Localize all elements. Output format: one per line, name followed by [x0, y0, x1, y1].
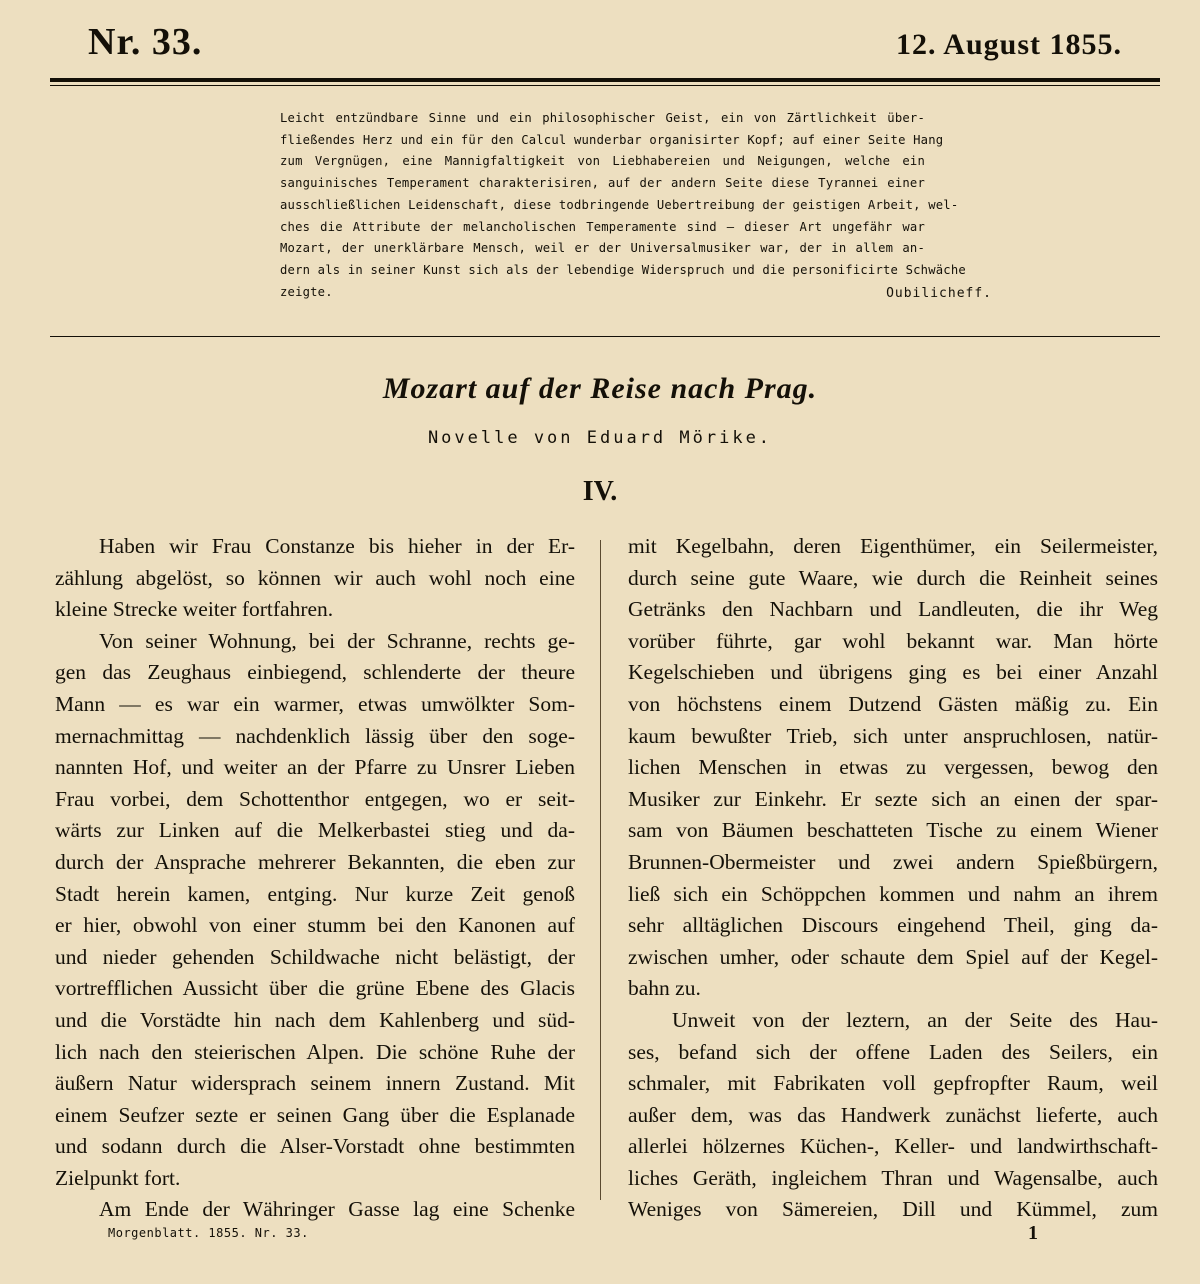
epigraph-signature: Oubilicheff.	[886, 286, 992, 301]
text-line: lichen Menschen in etwas zu vergessen, bewog den	[628, 755, 1158, 780]
text-line: lich nach den steierischen Alpen. Die schöne Ruhe der	[55, 1039, 575, 1064]
text-line: Getränks den Nachbarn und Landleuten, die ihr Weg	[628, 597, 1158, 622]
text-line: sam von Bäumen beschatteten Tische zu einem Wiener	[628, 818, 1158, 843]
text-line: kaum bewußter Trieb, sich unter anspruchlosen, natür-	[628, 723, 1158, 748]
paragraph	[628, 531, 1158, 1005]
text-line: mernachmittag — nachdenklich lässig über den soge-	[55, 723, 575, 748]
text-line: kleine Strecke weiter fortfahren.	[55, 597, 334, 622]
text-line: Unweit von der leztern, an der Seite des Hau-	[672, 1007, 1158, 1032]
left-column	[55, 531, 575, 1226]
text-line: Mann — es war ein warmer, etwas umwölkter Som-	[55, 691, 575, 716]
epigraph-line: sanguinisches Temperament charakterisiren, auf der andern Seite diese Tyrannei einer	[280, 176, 925, 191]
text-line: wärts zur Linken auf die Melkerbastei stieg und da-	[55, 818, 575, 843]
text-line: außer dem, was das Handwerk zunächst lieferte, auch	[628, 1102, 1158, 1127]
paragraph	[55, 626, 575, 1195]
text-line: Frau vorbei, dem Schottenthor entgegen, wo er seit-	[55, 786, 575, 811]
text-line: vorüber führte, gar wohl bekannt war. Man hörte	[628, 628, 1158, 653]
text-line: vortrefflichen Aussicht über die grüne Ebene des Glacis	[55, 976, 575, 1001]
text-line: nannten Hof, und weiter an der Pfarre zu Unsrer Lieben	[55, 755, 575, 780]
epigraph-line: Mozart, der unerklärbare Mensch, weil er der Universalmusiker war, der in allem an-	[280, 241, 925, 256]
text-line: Brunnen-Obermeister und zwei andern Spießbürgern,	[628, 849, 1158, 874]
footer-imprint: Morgenblatt. 1855. Nr. 33.	[108, 1226, 309, 1240]
text-line: Am Ende der Währinger Gasse lag eine Schenke	[99, 1197, 575, 1222]
text-line: und nieder gehenden Schildwache nicht belästigt, der	[55, 944, 575, 969]
masthead-rule-thick	[50, 78, 1160, 82]
text-line: Stadt herein kamen, entging. Nur kurze Zeit genoß	[55, 881, 575, 906]
epigraph-line: Leicht entzündbare Sinne und ein philosophischer Geist, ein von Zärtlichkeit über-	[280, 111, 925, 125]
issue-date: 12. August 1855.	[895, 28, 1122, 61]
text-line: schmaler, mit Fabrikaten voll gepfropfter Raum, weil	[628, 1071, 1158, 1096]
paragraph	[55, 1194, 575, 1226]
text-line: durch der Ansprache mehrerer Bekannten, die eben zur	[55, 849, 575, 874]
text-line: und die Vorstädte hin nach dem Kahlenberg und süd-	[55, 1007, 575, 1032]
text-line: gen das Zeughaus einbiegend, schlenderte der theure	[55, 660, 575, 685]
right-column	[628, 531, 1158, 1226]
text-line: durch seine gute Waare, wie durch die Reinheit seines	[628, 565, 1158, 590]
epigraph-line: dern als in seiner Kunst sich als der lebendige Widerspruch und die personificirte Schwäche	[280, 262, 966, 277]
epigraph-line: ches die Attribute der melancholischen Temperamente sind — dieser Art ungefähr war	[280, 219, 925, 234]
text-line: er hier, obwohl von einer stumm bei den Kanonen auf	[55, 913, 575, 938]
masthead-rule-thin	[50, 85, 1160, 86]
text-line: einem Seufzer sezte er seinen Gang über die Esplanade	[55, 1102, 575, 1127]
text-line: allerlei hölzernes Küchen-, Keller- und landwirthschaft-	[628, 1134, 1158, 1159]
text-line: Zielpunkt fort.	[55, 1165, 181, 1190]
text-line: Musiker zur Einkehr. Er sezte sich an einen der spar-	[628, 786, 1158, 811]
epigraph-line: zeigte.	[280, 284, 333, 299]
chapter-number: IV.	[582, 476, 618, 507]
column-divider	[600, 540, 601, 1200]
text-line: zählung abgelöst, so können wir auch wohl noch eine	[55, 565, 575, 590]
paragraph	[628, 1005, 1158, 1226]
paragraph	[55, 531, 575, 626]
text-line: mit Kegelbahn, deren Eigenthümer, ein Seilermeister,	[628, 534, 1158, 558]
article-title: Mozart auf der Reise nach Prag.	[382, 372, 818, 405]
text-line: zwischen umher, oder schaute dem Spiel auf der Kegel-	[628, 944, 1158, 969]
text-line: bahn zu.	[628, 976, 701, 1001]
text-line: äußern Natur widersprach seinem innern Zustand. Mit	[55, 1071, 575, 1096]
text-line: Haben wir Frau Constanze bis hieher in der Er-	[99, 534, 575, 558]
text-line: sehr alltäglichen Discours eingehend Theil, ging da-	[628, 913, 1158, 938]
epigraph-divider	[50, 336, 1160, 337]
epigraph-line: zum Vergnügen, eine Mannigfaltigkeit von Liebhabereien und Neigungen, welche ein	[280, 154, 925, 169]
epigraph-line: fließendes Herz und ein für den Calcul wunderbar organisirter Kopf; auf einer Seite Hang	[280, 132, 944, 147]
text-line: liches Geräth, ingleichem Thran und Wagensalbe, auch	[628, 1165, 1158, 1190]
text-line: und sodann durch die Alser-Vorstadt ohne bestimmten	[55, 1134, 575, 1159]
text-line: Weniges von Sämereien, Dill und Kümmel, zum	[628, 1197, 1158, 1222]
text-line: Von seiner Wohnung, bei der Schranne, rechts ge-	[99, 628, 575, 653]
page-number: 1	[1028, 1222, 1038, 1244]
text-line: ses, befand sich der offene Laden des Seilers, ein	[628, 1039, 1158, 1064]
epigraph-line: ausschließlichen Leidenschaft, diese todbringende Uebertreibung der geistigen Arbeit, wel-	[280, 197, 959, 212]
text-line: von höchstens einem Dutzend Gästen mäßig zu. Ein	[628, 691, 1158, 716]
article-subtitle: Novelle von Eduard Mörike.	[427, 428, 773, 448]
text-line: ließ sich ein Schöppchen kommen und nahm an ihrem	[628, 881, 1158, 906]
text-line: Kegelschieben und übrigens ging es bei einer Anzahl	[628, 660, 1158, 685]
issue-number: Nr. 33.	[88, 21, 203, 63]
